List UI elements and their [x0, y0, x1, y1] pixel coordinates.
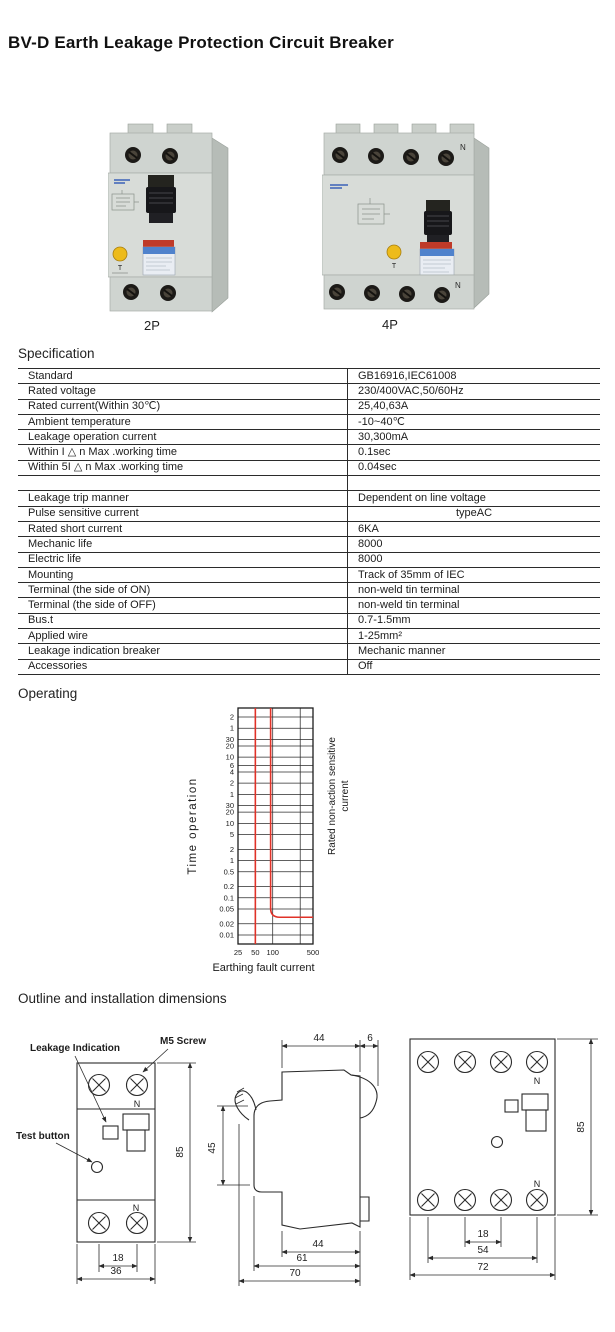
toggle-switch: [146, 175, 176, 223]
test-button-outline: [492, 1137, 503, 1148]
side-profile: [254, 1070, 360, 1229]
m5-screw-symbol: [491, 1190, 512, 1211]
spec-label: Ambient temperature: [18, 414, 348, 429]
dim-4p-width: 72: [477, 1262, 489, 1273]
spec-row: [18, 476, 600, 491]
drawing-front-4p: [410, 1039, 598, 1280]
terminal-screw: [162, 148, 178, 164]
spec-value: 1-25mm²: [348, 629, 601, 644]
test-marking: T: [391, 263, 397, 270]
m5-screw-symbol: [418, 1052, 439, 1073]
breaker-side-face: [212, 138, 228, 312]
spec-row: [18, 369, 600, 384]
y-tick-label: 1: [229, 789, 234, 799]
spec-label: Leakage operation current: [18, 430, 348, 445]
spec-row: [18, 399, 600, 414]
dim-side-rail-depth: 6: [367, 1033, 373, 1044]
rating-label-header: [143, 247, 175, 254]
spec-row: [18, 598, 600, 613]
callout-m5-screw: M5 Screw: [160, 1036, 207, 1047]
spec-row: [18, 659, 600, 674]
terminal-screw: [125, 147, 141, 163]
neutral-marking-bottom: N: [455, 281, 461, 290]
y-tick-label: 2: [229, 712, 234, 722]
drawing-side-view: [207, 1033, 378, 1286]
m5-screw-symbol: [455, 1052, 476, 1073]
dim-2p-width: 36: [110, 1266, 122, 1277]
y-axis-label: Time operation: [187, 777, 199, 875]
m5-screw-symbol: [89, 1213, 110, 1234]
y-tick-label: 6: [229, 760, 234, 770]
spec-value: 0.1sec: [348, 445, 601, 460]
operating-heading: Operating: [18, 686, 78, 701]
spec-value: 8000: [348, 537, 601, 552]
dim-4p-height: 85: [576, 1121, 587, 1133]
dim-4p-pitch: 18: [477, 1229, 489, 1240]
y-tick-label: 2: [229, 778, 234, 788]
spec-label: Terminal (the side of OFF): [18, 598, 348, 613]
neutral-pole-label: N: [533, 1179, 541, 1189]
neutral-pole-label: N: [132, 1203, 140, 1213]
callout-leakage-indication: Leakage Indication: [30, 1043, 121, 1054]
spec-label: Leakage trip manner: [18, 491, 348, 506]
spec-label: Mechanic life: [18, 537, 348, 552]
specification-table: [18, 368, 600, 675]
spec-value: [348, 476, 601, 491]
test-marking: T: [117, 265, 123, 272]
right-axis-label: current: [340, 780, 351, 812]
spec-label: Applied wire: [18, 629, 348, 644]
dimension-drawings: [0, 1028, 615, 1328]
y-tick-label: 30: [225, 734, 234, 744]
spec-value: 30,300mA: [348, 430, 601, 445]
leakage-indicator-window: [505, 1100, 518, 1112]
y-tick-label: 1: [229, 723, 234, 733]
spec-label: Leakage indication breaker: [18, 644, 348, 659]
m5-screw-symbol: [491, 1052, 512, 1073]
spec-value: typeAC: [348, 506, 601, 521]
spec-label: Rated voltage: [18, 384, 348, 399]
neutral-marking-top: N: [460, 143, 466, 152]
terminal-screw: [399, 286, 415, 302]
spec-row: [18, 629, 600, 644]
bottom-terminal-block: [324, 275, 474, 309]
y-tick-label: 5: [229, 830, 234, 840]
operating-chart: [170, 696, 380, 988]
spec-value: Track of 35mm of IEC: [348, 567, 601, 582]
spec-row: [18, 491, 600, 506]
din-clip: [360, 1197, 369, 1221]
spec-row: [18, 521, 600, 536]
neutral-pole-label: N: [133, 1099, 141, 1109]
spec-label: Accessories: [18, 659, 348, 674]
spec-value: 0.7-1.5mm: [348, 613, 601, 628]
dim-side-bottom-depth: 44: [312, 1239, 324, 1250]
test-button: [387, 245, 401, 259]
x-axis-label: Earthing fault current: [212, 962, 315, 974]
toggle-lever: [235, 1091, 256, 1120]
terminal-screw: [403, 149, 419, 165]
spec-value: Off: [348, 659, 601, 674]
spec-label: Bus.t: [18, 613, 348, 628]
spec-value: GB16916,IEC61008: [348, 369, 601, 384]
x-tick-label: 50: [251, 948, 260, 957]
spec-value: Dependent on line voltage: [348, 491, 601, 506]
spec-row: [18, 445, 600, 460]
spec-label: Standard: [18, 369, 348, 384]
terminal-screw: [160, 285, 176, 301]
spec-row: [18, 613, 600, 628]
spec-value: 25,40,63A: [348, 399, 601, 414]
terminal-screw: [329, 284, 345, 300]
spec-row: [18, 384, 600, 399]
breaker-4p-image: [322, 122, 492, 314]
m5-screw-symbol: [527, 1052, 548, 1073]
spec-row: [18, 537, 600, 552]
test-button: [113, 247, 127, 261]
dim-side-front-height: 45: [207, 1142, 218, 1154]
spec-row: [18, 460, 600, 475]
y-tick-label: 0.5: [223, 867, 234, 877]
y-tick-label: 4: [229, 767, 234, 777]
spec-label: Pulse sensitive current: [18, 506, 348, 521]
spec-value: 8000: [348, 552, 601, 567]
y-tick-label: 10: [225, 818, 234, 828]
m5-screw-symbol: [418, 1190, 439, 1211]
toggle-outline: [123, 1114, 149, 1130]
y-tick-label: 0.2: [223, 882, 234, 892]
x-tick-label: 100: [266, 948, 279, 957]
toggle-handle-outline: [526, 1110, 546, 1131]
terminal-screw: [364, 285, 380, 301]
leakage-indicator-window: [103, 1126, 118, 1139]
spec-row: [18, 644, 600, 659]
spec-label: Within I △ n Max .working time: [18, 445, 348, 460]
breaker-side-face: [474, 138, 489, 308]
spec-label: Rated current(Within 30℃): [18, 399, 348, 414]
red-label-band: [420, 242, 452, 249]
spec-label: Mounting: [18, 567, 348, 582]
plot-frame: [238, 708, 313, 944]
spec-label: Electric life: [18, 552, 348, 567]
spec-value: 0.04sec: [348, 460, 601, 475]
product-photo-2p: [108, 122, 233, 323]
product-caption-2p: 2P: [144, 318, 160, 333]
m5-screw-symbol: [455, 1190, 476, 1211]
spec-value: non-weld tin terminal: [348, 583, 601, 598]
toggle-switch: [424, 200, 452, 244]
specification-heading: Specification: [18, 346, 95, 361]
y-tick-label: 20: [225, 807, 234, 817]
page-title: BV-D Earth Leakage Protection Circuit Breaker: [8, 33, 394, 52]
red-label-band: [143, 240, 174, 247]
terminal-screw: [438, 150, 454, 166]
breaker-2p-image: [108, 122, 233, 318]
terminal-screw: [434, 287, 450, 303]
toggle-handle-outline: [127, 1130, 145, 1151]
spec-value: 6KA: [348, 521, 601, 536]
dim-2p-pitch: 18: [112, 1253, 124, 1264]
spec-row: [18, 414, 600, 429]
y-tick-label: 30: [225, 801, 234, 811]
drawing-front-2p: [16, 1036, 206, 1284]
spec-label: [18, 476, 348, 491]
x-tick-label: 500: [306, 948, 320, 957]
y-tick-label: 0.01: [219, 930, 234, 940]
y-tick-label: 20: [225, 741, 234, 751]
spec-row: [18, 567, 600, 582]
callout-test-button: Test button: [16, 1131, 70, 1142]
neutral-pole-label: N: [533, 1076, 541, 1086]
spec-row: [18, 506, 600, 521]
spec-label: Rated short current: [18, 521, 348, 536]
terminal-screw: [368, 148, 384, 164]
spec-value: -10~40℃: [348, 414, 601, 429]
y-tick-label: 10: [225, 752, 234, 762]
spec-value: 230/400VAC,50/60Hz: [348, 384, 601, 399]
spec-label: Terminal (the side of ON): [18, 583, 348, 598]
spec-row: [18, 583, 600, 598]
dim-2p-height: 85: [175, 1146, 186, 1158]
toggle-outline: [522, 1094, 548, 1110]
m5-screw-symbol: [527, 1190, 548, 1211]
dim-side-top-depth: 44: [313, 1033, 325, 1044]
terminal-screw: [123, 284, 139, 300]
spec-value: Mechanic manner: [348, 644, 601, 659]
spec-value: non-weld tin terminal: [348, 598, 601, 613]
test-button-outline: [92, 1162, 103, 1173]
dim-side-mid-depth: 61: [296, 1253, 308, 1264]
spec-row: [18, 430, 600, 445]
y-tick-label: 0.1: [223, 893, 234, 903]
y-tick-label: 2: [229, 844, 234, 854]
spec-table-body: [18, 369, 600, 675]
right-axis-label: Rated non-action sensitive: [327, 737, 338, 855]
rating-label-header: [420, 249, 454, 256]
dim-4p-outer-pitch: 54: [477, 1245, 489, 1256]
y-tick-label: 1: [229, 856, 234, 866]
product-caption-4p: 4P: [382, 317, 398, 332]
m5-screw-symbol: [127, 1213, 148, 1234]
x-tick-label: 25: [233, 948, 243, 957]
y-tick-label: 0.02: [219, 919, 234, 929]
y-tick-label: 0.05: [219, 904, 234, 914]
terminal-screw: [332, 147, 348, 163]
m5-screw-symbol: [127, 1075, 148, 1096]
spec-label: Within 5I △ n Max .working time: [18, 460, 348, 475]
dim-side-total-depth: 70: [289, 1268, 301, 1279]
rear-hook: [351, 1075, 377, 1118]
product-photo-4p: [322, 122, 492, 319]
outline-heading: Outline and installation dimensions: [18, 991, 227, 1006]
spec-row: [18, 552, 600, 567]
